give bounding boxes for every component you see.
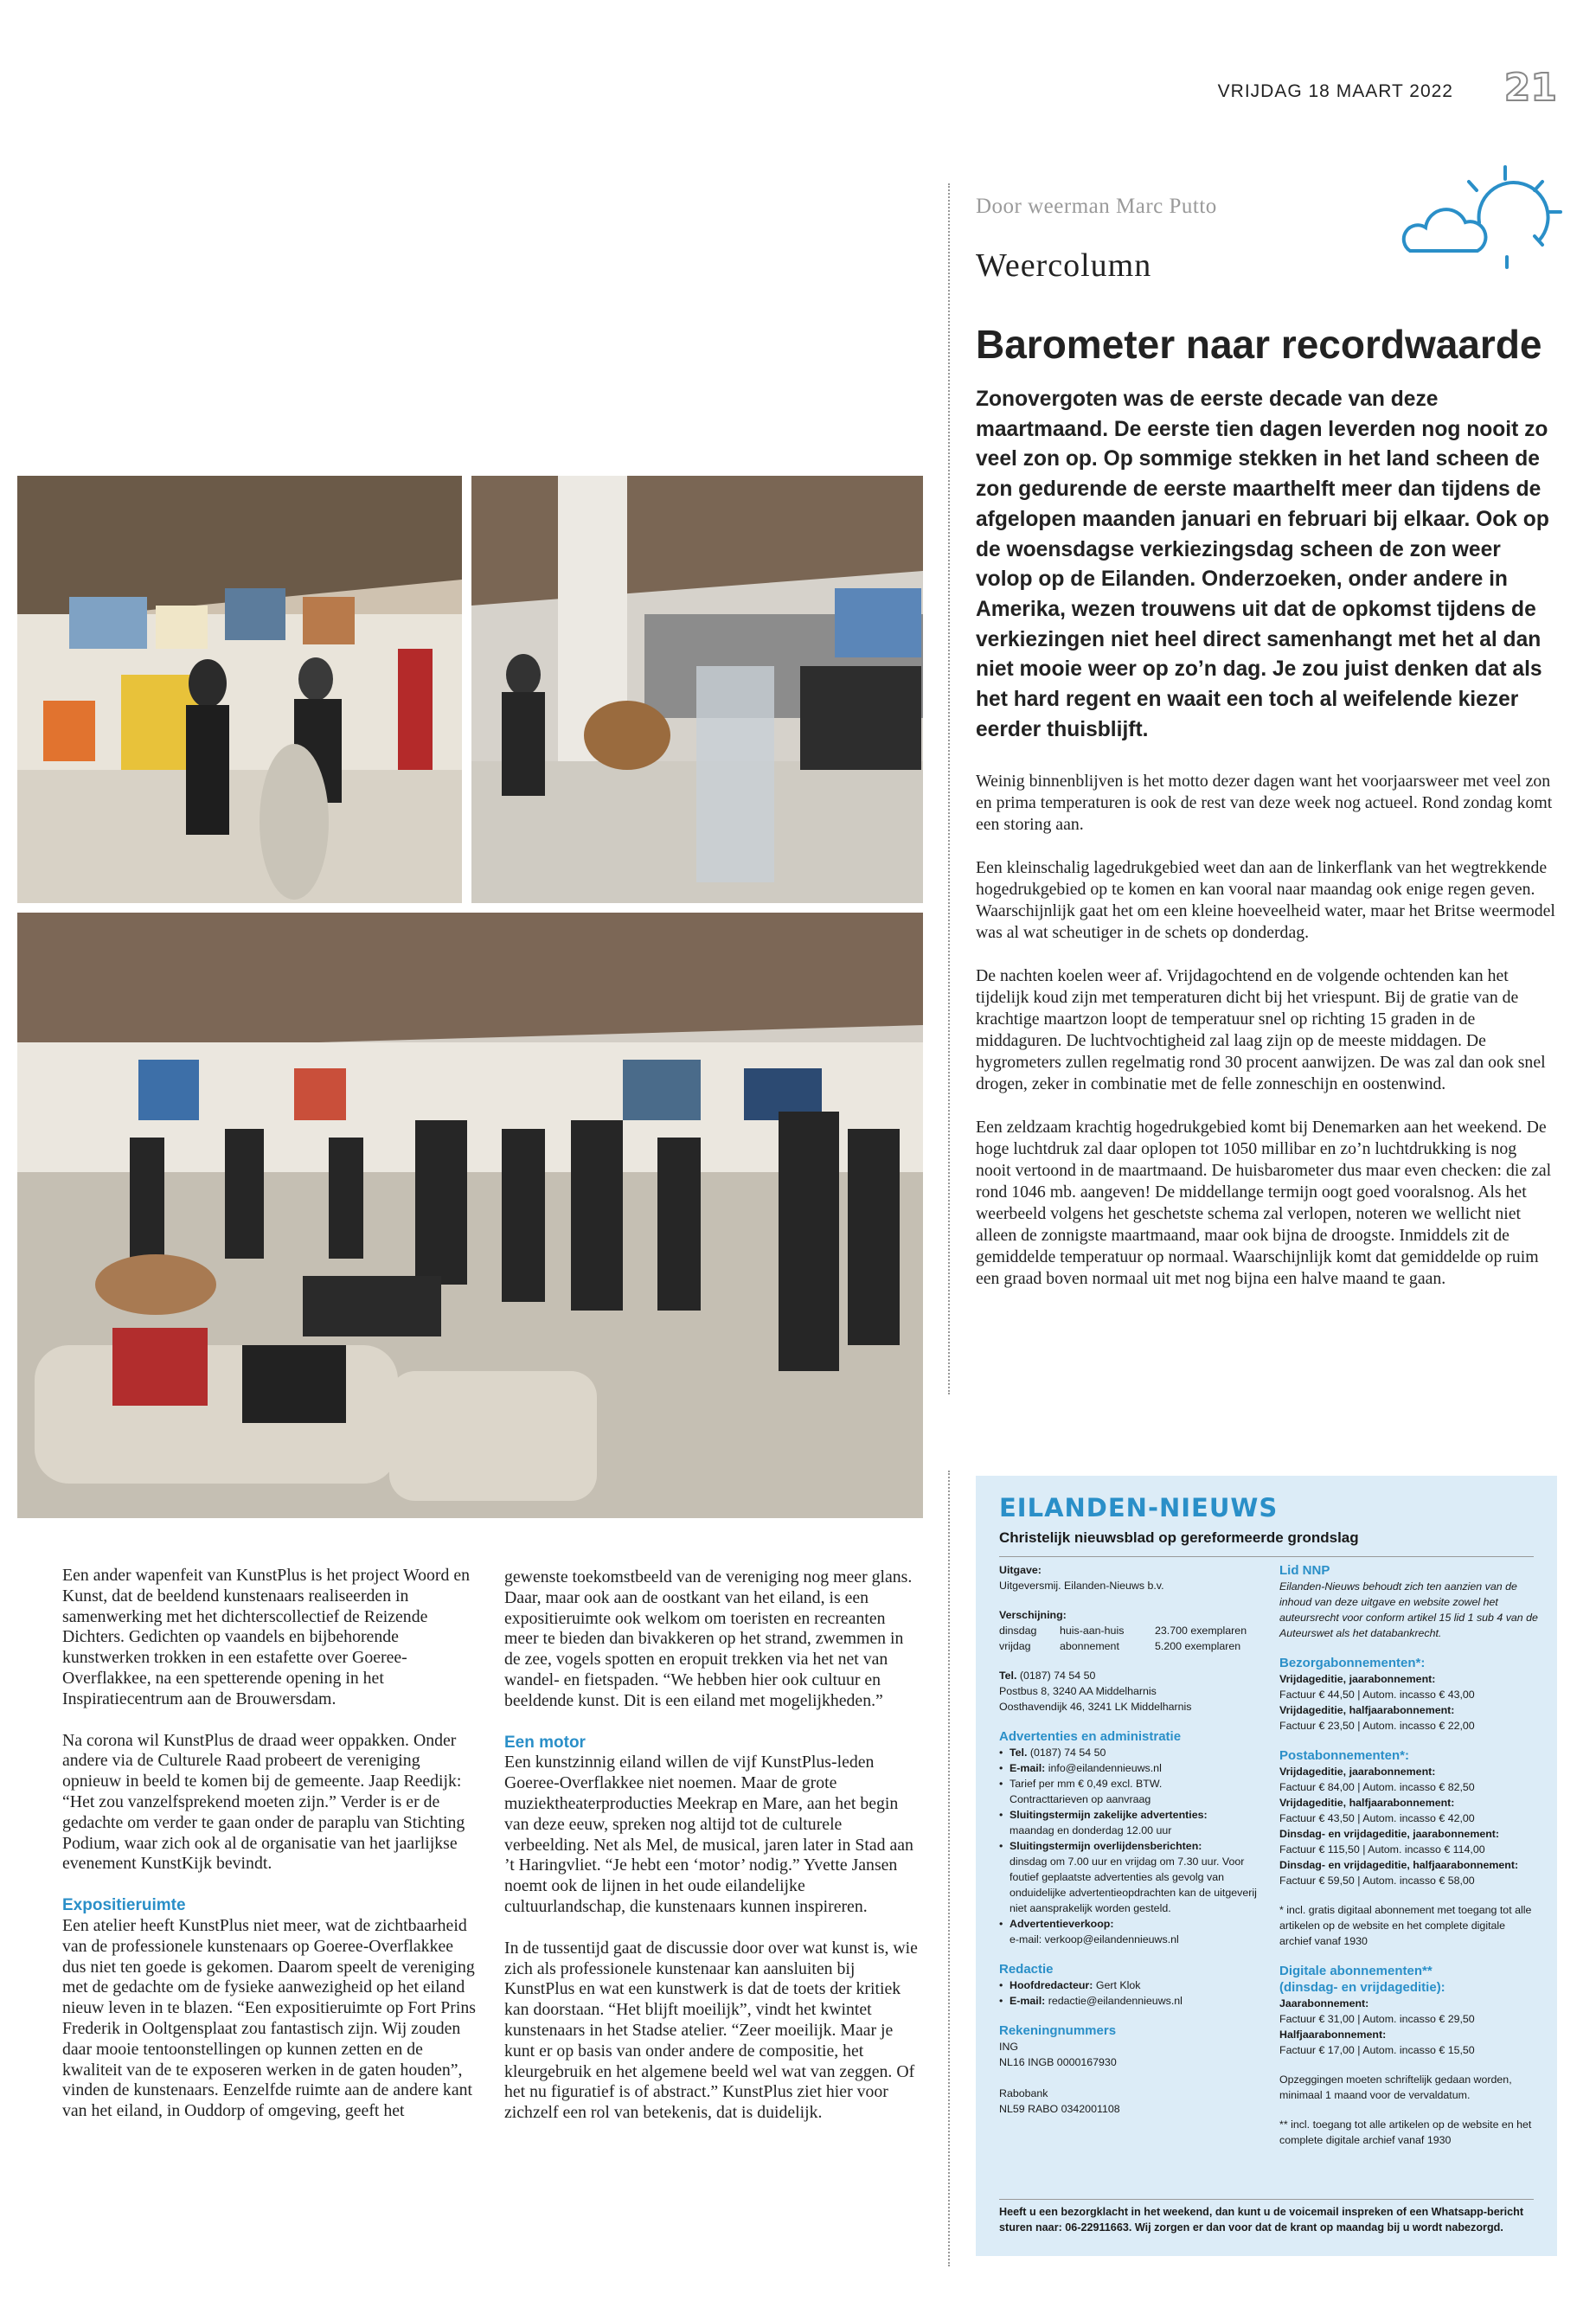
article-paragraph: In de tussentijd gaat de discussie door over wat kunst is, wie zich als professionele kunstenaar kan aansluiten bij KunstPlus en wat een kunstwerk is dat de toets der kritiek kan doorstaan. “Het blijft moeilijk”, vindt het kwintet kunstenaars in het Stadse atelier. “Zeer moeilijk. Maar je kunt er op basis van onder andere de compositie, het kleurgebruik en het algemene beeld wel wat van zeggen. Of het nu figuratief is of abstract.” KunstPlus ziet hier voor zichzelf een rol van betekenis, dat is duidelijk. xyxy=(504,1938,918,2123)
footnote: ** incl. toegang tot alle artikelen op de website en het complete digitale archief vanaf 1930 xyxy=(1279,2118,1532,2146)
section-title: Redactie xyxy=(999,1962,1054,1977)
column-divider xyxy=(948,1471,950,2266)
price-heading: Vrijdageditie, halfjaarabonnement: xyxy=(1279,1797,1455,1809)
newspaper-logo: EILANDEN-NIEUWS xyxy=(999,1493,1279,1522)
price-line: Factuur € 115,50 | Autom. incasso € 114,00 xyxy=(1279,1843,1485,1856)
list-item xyxy=(999,1745,1276,1760)
article-column xyxy=(62,1566,479,2143)
list-item xyxy=(999,1838,1276,1916)
body-paragraph: Een zeldzaam krachtig hogedrukgebied komt bij Denemarken aan het weekend. De hoge luchtdruk zal daar oplopen tot 1050 millibar en zo’n luchtdrukking is nog nooit vertoond in de maartmaand. De huisbarometer dus maar even checken: die zal rond 1046 mb. aangeven! De middellange termijn oogt goed vooralsnog. Als het weerbeeld volgens het geschetste schema zal verlopen, noteren we wellicht niet alleen de zonnigste maartmaand, maar ook bijna de droogste. Inmiddels zit de gemiddelde temperatuur op normaal. Waarschijnlijk komt dat gemiddelde op ruim een graad boven normaal uit met nog bijna een halve maand te gaan. xyxy=(976,1118,1552,1289)
issue-date: VRIJDAG 18 MAART 2022 xyxy=(1217,81,1453,101)
section-title: Advertenties en administratie xyxy=(999,1729,1182,1744)
label: Tel. xyxy=(999,1670,1017,1682)
value: redactie@eilandennieuws.nl xyxy=(1045,1995,1183,2007)
price-heading: Dinsdag- en vrijdageditie, halfjaarabonnement: xyxy=(1279,1859,1519,1871)
edition-day: dinsdag xyxy=(999,1625,1037,1637)
weather-column xyxy=(976,195,1555,1290)
value: info@eilandennieuws.nl xyxy=(1045,1762,1162,1774)
colophon-left xyxy=(999,1562,1276,2131)
value: dinsdag om 7.00 uur en vrijdag om 7.30 uur. Voor foutief geplaatste advertenties als gevolg van onduidelijke advertentieopdrachten kan de uitgeverij niet aansprakelijk worden gesteld. xyxy=(1010,1856,1257,1914)
section-subtitle: (dinsdag- en vrijdageditie): xyxy=(1279,1980,1445,1995)
price-heading: Vrijdageditie, jaarabonnement: xyxy=(1279,1673,1436,1685)
value: Gert Klok xyxy=(1093,1979,1141,1991)
value: maandag en donderdag 12.00 uur xyxy=(1010,1824,1172,1836)
bank-line: Rabobank xyxy=(999,2087,1048,2099)
section-title: Bezorgabonnementen*: xyxy=(1279,1656,1426,1670)
divider xyxy=(999,1556,1534,1557)
section-title: Rekeningnummers xyxy=(999,2023,1117,2038)
price-heading: Halfjaarabonnement: xyxy=(1279,2029,1387,2041)
colophon-right xyxy=(1279,1562,1539,2148)
complaint-notice: Heeft u een bezorgklacht in het weekend, dan kunt u de voicemail inspreken of een Whatsapp-bericht sturen naar: 06-22911663. Wij zorgen er dan voor dat de krant op maandag bij u wordt nabezorgd. xyxy=(999,2206,1524,2234)
section-title: Postabonnementen*: xyxy=(1279,1748,1410,1763)
label: E-mail: xyxy=(1010,1762,1046,1774)
list-item xyxy=(999,1760,1276,1776)
article-paragraph: Een kunstzinnig eiland willen de vijf KunstPlus-leden Goeree-Overflakkee niet noemen. Maar de grote muziektheaterproducties Meekrap en Mare, aan het begin van deze eeuw, spreken nog altijd tot de culturele verbeelding. Net als Mel, de musical, jaren later in Stad aan ’t Haringvliet. “Je hebt een ‘motor’ nodig.” Yvette Jansen noemt ook de lijnen in het oude eilandelijke cultuurlandschap, die kunstenaars kunnen inspireren. xyxy=(504,1753,913,1916)
phone: (0187) 74 54 50 xyxy=(1019,1670,1096,1682)
value: Tarief per mm € 0,49 excl. BTW. xyxy=(1010,1778,1163,1790)
gallery-photo xyxy=(471,476,923,903)
weather-body xyxy=(976,771,1555,1290)
divider xyxy=(999,2199,1534,2200)
price-line: Factuur € 31,00 | Autom. incasso € 29,50 xyxy=(1279,2013,1475,2025)
section-title: Digitale abonnementen** xyxy=(1279,1964,1433,1978)
label: Uitgave: xyxy=(999,1564,1042,1576)
price-heading: Vrijdageditie, jaarabonnement: xyxy=(1279,1766,1436,1778)
section-title: Lid NNP xyxy=(1279,1563,1330,1578)
article-column xyxy=(504,1567,921,2144)
cancellation-note: Opzeggingen moeten schriftelijk gedaan worden, minimaal 1 maand voor de vervaldatum. xyxy=(1279,2073,1512,2101)
edition-day: vrijdag xyxy=(999,1640,1031,1652)
price-heading: Dinsdag- en vrijdageditie, jaarabonnement: xyxy=(1279,1828,1500,1840)
value: (0187) 74 54 50 xyxy=(1027,1747,1106,1759)
price-heading: Jaarabonnement: xyxy=(1279,1997,1369,2009)
byline: Door weerman Marc Putto xyxy=(976,195,1217,218)
gallery-photo xyxy=(17,476,462,903)
edition-kind: abonnement xyxy=(1060,1640,1119,1652)
edition-count: 5.200 exemplaren xyxy=(1155,1640,1241,1652)
footnote: * incl. gratis digitaal abonnement met toegang tot alle artikelen op de website en het complete digitale archief vanaf 1930 xyxy=(1279,1904,1532,1947)
label: E-mail: xyxy=(1010,1995,1046,2007)
gallery-photo xyxy=(17,913,923,1518)
page-header xyxy=(1125,66,1574,112)
subheading: Een motor xyxy=(504,1733,586,1752)
label: Verschijning: xyxy=(999,1609,1067,1621)
label: Tel. xyxy=(1010,1747,1028,1759)
spacer xyxy=(999,2070,1276,2086)
label: Sluitingstermijn overlijdensberichten: xyxy=(1010,1840,1202,1852)
edition-row xyxy=(999,1623,1276,1638)
article-paragraph: Na corona wil KunstPlus de draad weer oppakken. Onder andere via de Culturele Raad probeert de vereniging opnieuw in beeld te komen bij de gemeente. Jaap Reedijk: “Het zou vanzelfsprekend moeten zijn.” Verder is er de gedachte om verder te gaan onder de paraplu van Stichting Podium, waar zich ook al de organisatie van het jaarlijkse evenement KunstKijk bevindt. xyxy=(62,1730,465,1874)
list-item xyxy=(999,1977,1276,1993)
label: Advertentieverkoop: xyxy=(1010,1918,1114,1930)
value: Contracttarieven op aanvraag xyxy=(1010,1793,1151,1805)
price-line: Factuur € 44,50 | Autom. incasso € 43,00 xyxy=(1279,1689,1475,1701)
page-number: 21 xyxy=(1503,66,1557,110)
headline: Barometer naar recordwaarde xyxy=(976,322,1542,367)
label: Sluitingstermijn zakelijke advertenties: xyxy=(1010,1809,1208,1821)
address: Oosthavendijk 46, 3241 LK Middelharnis xyxy=(999,1701,1192,1713)
list-item xyxy=(999,1807,1276,1838)
price-line: Factuur € 59,50 | Autom. incasso € 58,00 xyxy=(1279,1875,1475,1887)
label: Hoofdredacteur: xyxy=(1010,1979,1093,1991)
body-paragraph: Een kleinschalig lagedrukgebied weet dan aan de linkerflank van het wegtrekkende hogedrukgebied op te komen en kan vooral naar maandag ook enige regen geven. Waarschijnlijk gaat het om een kleine hoeveelheid water, maar het Britse weermodel was al wat scheutiger in de schets op donderdag. xyxy=(976,858,1555,943)
article-paragraph: Een atelier heeft KunstPlus niet meer, wat de zichtbaarheid van de professionele kunstenaars op Goeree-Overflakkee dus niet ten goede is gekomen. Daarom speelt de vereniging met de gedachte om de fysieke aanwezigheid op het eiland nieuw leven in te blazen. “Een expositieruimte op Fort Prins Frederik in Ooltgensplaat zou fantastisch zijn. Wij zouden daar mooie tentoonstellingen op kunnen zetten en de kwaliteit van de te exposeren werken in de gaten houden”, vinden de kunstenaars. Eenzelfde ruimte aan de andere kant van het eiland, in Ouddorp of omgeving, geeft het xyxy=(62,1915,476,2121)
bank-line: NL16 INGB 0000167930 xyxy=(999,2056,1117,2068)
body-paragraph: Weinig binnenblijven is het motto dezer dagen want het voorjaarsweer met veel zon en prima temperaturen is ook de rest van deze week nog actueel. Rond zondag komt een storing aan. xyxy=(976,772,1553,835)
price-line: Factuur € 43,50 | Autom. incasso € 42,00 xyxy=(1279,1812,1475,1824)
price-heading: Vrijdageditie, halfjaarabonnement: xyxy=(1279,1704,1455,1716)
article-paragraph: Een ander wapenfeit van KunstPlus is het project Woord en Kunst, dat de beeldend kunstenaars realiseerden in samenwerking met het dichterscollectief de Reizende Dichters. Gedichten op vaandels en bijbehorende kunstwerken trokken in een estafette over Goeree-Overflakkee, na een spetterende opening in het Inspiratiecentrum aan de Brouwersdam. xyxy=(62,1566,471,1708)
list-item xyxy=(999,1993,1276,2009)
value: e-mail: verkoop@eilandennieuws.nl xyxy=(1010,1933,1179,1945)
edition-kind: huis-aan-huis xyxy=(1060,1625,1125,1637)
column-title: Weercolumn xyxy=(976,247,1152,284)
lead-paragraph: Zonovergoten was de eerste decade van deze maartmaand. De eerste tien dagen leverden nog nooit zo veel zon op. Op sommige stekken in het land scheen de zon gedurende de eerste maarthelft meer dan tijdens de afgelopen maanden januari en februari bij elkaar. Ook op de woensdagse verkiezingsdag scheen de zon weer volop op de Eilanden. Onderzoeken, onder andere in Amerika, wezen trouwens uit dat de opkomst tijdens de verkiezingen niet heel direct samenhangt met het al dan niet mooie weer op zo’n dag. Je zou juist denken dat als het hard regent en waait een toch al weifelende kiezer eerder thuisblijft. xyxy=(976,388,1549,741)
body-paragraph: De nachten koelen weer af. Vrijdagochtend en de volgende ochtenden kan het tijdelijk koud zijn met temperaturen dicht bij het vriespunt. Bij de gratie van de krachtige maartzon loopt de temperatuur snel op richting 15 graden in de middaguren. De luchtvochtigheid zal laag zijn op de meeste middagen. De hygrometers zullen regelmatig rond 30 procent aanwijzen. De was zal dan ook snel drogen, zeker in combinatie met de felle zonneschijn en oostenwind. xyxy=(976,966,1546,1094)
price-line: Factuur € 23,50 | Autom. incasso € 22,00 xyxy=(1279,1720,1475,1732)
list-item xyxy=(999,1776,1276,1807)
copyright-note: Eilanden-Nieuws behoudt zich ten aanzien van de inhoud van deze uitgave en website zowel het auteursrecht voor conform artikel 15 lid 1 sub 4 van de Auteurswet als het databankrecht. xyxy=(1279,1580,1538,1639)
colophon-box xyxy=(976,1476,1557,2256)
article-paragraph: gewenste toekomstbeeld van de vereniging nog meer glans. Daar, maar ook aan de oostkant van het eiland, is een expositieruimte ook welkom om toeristen en recreanten meer te bieden dan bivakkeren op het strand, zwemmen in de zee, vogels spotten en eropuit trekken via het net van wandel- en fietspaden. “We hebben hier ook cultuur en beeldende kunst. Dit is een eiland met mogelijkheden.” xyxy=(504,1567,913,1710)
list-item xyxy=(999,1916,1276,1947)
column-divider xyxy=(948,183,950,1394)
subheading: Expositieruimte xyxy=(62,1896,186,1915)
price-line: Factuur € 84,00 | Autom. incasso € 82,50 xyxy=(1279,1781,1475,1793)
address: Postbus 8, 3240 AA Middelharnis xyxy=(999,1685,1157,1697)
bank-line: NL59 RABO 0342001108 xyxy=(999,2103,1120,2115)
price-line: Factuur € 17,00 | Autom. incasso € 15,50 xyxy=(1279,2044,1475,2056)
publisher: Uitgeversmij. Eilanden-Nieuws b.v. xyxy=(999,1580,1164,1592)
edition-count: 23.700 exemplaren xyxy=(1155,1625,1247,1637)
edition-row xyxy=(999,1638,1276,1654)
bank-line: ING xyxy=(999,2041,1019,2053)
tagline: Christelijk nieuwsblad op gereformeerde grondslag xyxy=(999,1529,1359,1546)
